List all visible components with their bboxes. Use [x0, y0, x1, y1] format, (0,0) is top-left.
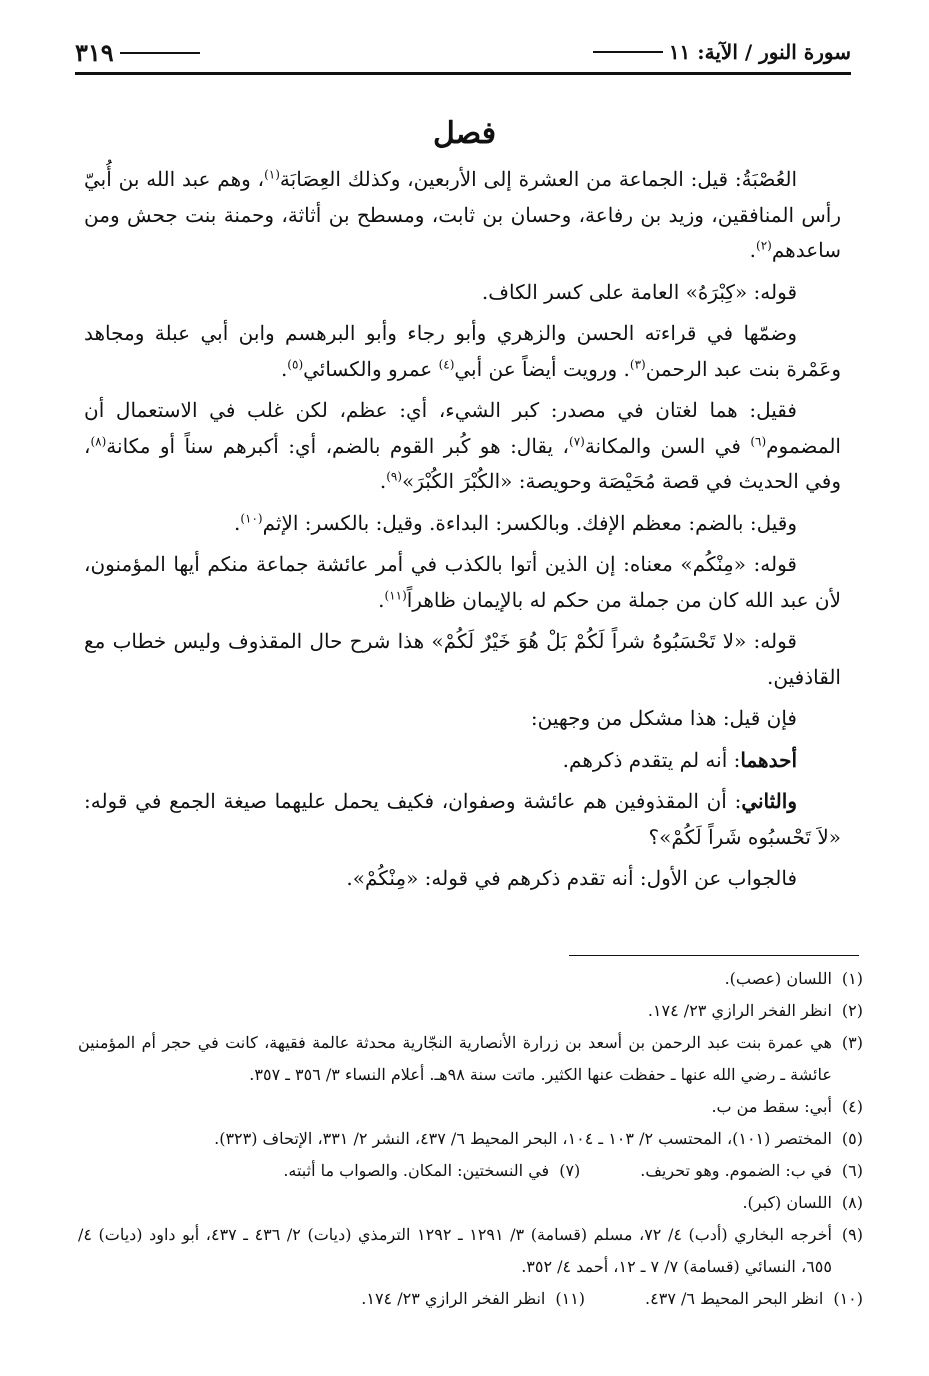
- text-span: .: [280, 356, 288, 381]
- footnote-row-6-7: [78, 1155, 863, 1187]
- text-span: فقيل: هما لغتان في مصدر: كبر الشيء، أي: عظم، لكن غلب في الاستعمال أن المضموم: [84, 398, 841, 458]
- page-number: ٣١٩: [75, 38, 114, 67]
- footnote-ref-3[interactable]: (٣): [629, 356, 646, 371]
- text-span: ، وهم عبد الله بن أُبيّ رأس المنافقين، وزيد بن رفاعة، وحسان بن ثابت، ومسطح بن أثاثة، وحمنة بنت جحش ومن ساعدهم: [84, 167, 841, 262]
- footnote-text: اللسان (عصب).: [724, 969, 832, 988]
- text-span: عمرو والكسائي: [303, 356, 439, 381]
- footnote-text: هي عمرة بنت عبد الرحمن بن أسعد بن زرارة الأنصارية النجّارية محدثة عالمة فقيهة، كانت في حجر أم المؤمنين عائشة ـ رضي الله عنها ـ حفظت عنها الكثير. ماتت سنة ٩٨هـ. أعلام النساء ٣/ ٣٥٦ ـ ٣٥٧.: [78, 1033, 832, 1084]
- paragraph-answer: فالجواب عن الأول: أنه تقدم ذكرهم في قوله: «مِنْكُمْ».: [346, 866, 797, 890]
- footnote-text: أبي: سقط من ب.: [711, 1097, 832, 1116]
- paragraph-second: [84, 784, 841, 855]
- text-span: ، يقال: هو كُبر القوم بالضم، أي: أكبرهم سناً أو مكانة: [106, 433, 569, 458]
- footnote-ref-4[interactable]: (٤): [438, 356, 455, 371]
- footnote-ref-7[interactable]: (٧): [569, 433, 585, 448]
- footnotes: [78, 963, 863, 1315]
- paragraph-two-dialects: [84, 393, 841, 500]
- footnote-text: انظر الفخر الرازي ٢٣/ ١٧٤.: [647, 1001, 832, 1020]
- header-title: سورة النور / الآية: ١١: [668, 40, 851, 64]
- header-rule-right: [593, 51, 663, 53]
- footnote-ref-6[interactable]: (٦): [750, 433, 767, 448]
- footnote-5: [78, 1123, 863, 1155]
- text-span: في السن والمكانة: [584, 433, 751, 458]
- paragraph-minkum: [84, 547, 841, 618]
- running-header: [75, 28, 851, 75]
- paragraph-usba: [84, 162, 841, 269]
- footnote-text: المختصر (١٠١)، المحتسب ٢/ ١٠٣ ـ ١٠٤، البحر المحيط ٦/ ٤٣٧، النشر ٢/ ٣٣١، الإتحاف (٣٢٣).: [214, 1129, 832, 1148]
- footnote-number: (٨): [841, 1193, 863, 1212]
- footnote-ref-5[interactable]: (٥): [287, 356, 304, 371]
- footnote-number: (٩): [841, 1225, 863, 1244]
- text-span: : أن المقذوفين هم عائشة وصفوان، فكيف يحمل عليهما صيغة الجمع في قوله: «لاَ تَحْسبُوه شَراً لَكُمْ»؟: [84, 789, 841, 849]
- footnote-number: (٣): [841, 1033, 863, 1052]
- text-span: .: [233, 510, 241, 535]
- footnote-text: أخرجه البخاري (أدب) ٤/ ٧٢، مسلم (قسامة) ٣/ ١٢٩١ ـ ١٢٩٢ الترمذي (ديات) ٢/ ٤٣٦ ـ ٤٣٧، أبو داود (ديات) ٤/ ٦٥٥، النسائي (قسامة) ٧/ ٧ ـ ١٢، أحمد ٤/ ٣٥٢.: [78, 1225, 832, 1276]
- text-span: العُصْبَةُ: قيل: الجماعة من العشرة إلى الأربعين، وكذلك العِصَابَة: [279, 167, 797, 191]
- footnote-number: (٧): [559, 1161, 581, 1180]
- footnote-number: (٢): [841, 1001, 863, 1020]
- text-span: .: [378, 587, 385, 612]
- label-second: والثاني: [741, 789, 797, 813]
- label-first: أحدهما: [740, 747, 797, 772]
- paragraph-la-tahsabuhu: قوله: «لا تَحْسَبُوهُ شراً لَكُمْ بَلْ هُوَ خَيْرٌ لَكُمْ» هذا شرح حال المقذوف وليس خطاب مع القاذفين.: [84, 629, 841, 689]
- footnote-ref-9[interactable]: (٩): [386, 469, 403, 484]
- text-span: .: [749, 238, 757, 262]
- text-span: .: [379, 469, 387, 493]
- footnote-ref-1[interactable]: (١): [264, 167, 280, 182]
- header-rule-left: [120, 52, 200, 54]
- footnote-number: (١١): [555, 1289, 586, 1308]
- footnote-number: (١): [841, 969, 863, 988]
- paragraph-first: [84, 743, 841, 779]
- header-title-group: [593, 40, 851, 64]
- footnote-text: انظر الفخر الرازي ٢٣/ ١٧٤.: [361, 1289, 546, 1308]
- text-span: قوله: «مِنْكُم» معناه: إن الذين أتوا بالكذب في أمر عائشة جماعة منكم أيها المؤمنون، لأن عبد الله كان من جملة من حكم له بالإيمان ظاهراً: [84, 552, 841, 612]
- footnote-4: [78, 1091, 863, 1123]
- footnote-separator: [569, 955, 859, 956]
- footnote-ref-2[interactable]: (٢): [756, 238, 772, 253]
- footnote-text: في النسختين: المكان. والصواب ما أثبته.: [283, 1161, 550, 1180]
- footnote-10: [645, 1283, 863, 1315]
- footnote-9: [78, 1219, 863, 1283]
- paragraph-damm-kasr: [84, 506, 841, 542]
- footnote-2: [78, 995, 863, 1027]
- footnote-8: [78, 1187, 863, 1219]
- text-span: . ورويت أيضاً عن أبي: [454, 356, 630, 381]
- footnote-11: [361, 1283, 585, 1315]
- footnote-text: انظر البحر المحيط ٦/ ٤٣٧.: [645, 1289, 824, 1308]
- footnote-number: (٦): [841, 1161, 863, 1180]
- header-page-group: [75, 38, 200, 67]
- footnote-ref-8[interactable]: (٨): [90, 433, 107, 448]
- footnote-3: [78, 1027, 863, 1091]
- footnote-6: [640, 1155, 863, 1187]
- text-span: وقيل: بالضم: معظم الإفك. وبالكسر: البداءة. وقيل: بالكسر: الإثم: [262, 510, 797, 535]
- paragraph-objection: فإن قيل: هذا مشكل من وجهين:: [530, 706, 797, 730]
- footnote-1: [78, 963, 863, 995]
- footnote-text: في ب: الضموم. وهو تحريف.: [640, 1161, 832, 1180]
- footnote-ref-10[interactable]: (١٠): [240, 510, 263, 525]
- paragraph-readings: [84, 316, 841, 387]
- footnote-number: (٥): [841, 1129, 863, 1148]
- section-heading: فصل: [432, 116, 497, 151]
- footnote-row-10-11: [78, 1283, 863, 1315]
- text-span: ، وفي الحديث في قصة مُحَيْصَة وحويصة: «الكُبْرَ الكُبْرَ»: [84, 433, 841, 493]
- footnote-7: [283, 1155, 580, 1187]
- footnote-ref-11[interactable]: (١١): [384, 587, 407, 602]
- footnote-number: (١٠): [833, 1289, 863, 1308]
- text-span: وضمّها في قراءته الحسن والزهري وأبو رجاء وأبو البرهسم وابن أبي عبلة ومجاهد وعَمْرة بنت عبد الرحمن: [84, 321, 841, 381]
- footnote-text: اللسان (كبر).: [742, 1193, 832, 1212]
- paragraph-kibrahu: قوله: «كِبْرَهُ» العامة على كسر الكاف.: [481, 279, 797, 304]
- text-span: : أنه لم يتقدم ذكرهم.: [562, 747, 741, 772]
- footnote-number: (٤): [841, 1097, 863, 1116]
- main-text: [84, 162, 841, 901]
